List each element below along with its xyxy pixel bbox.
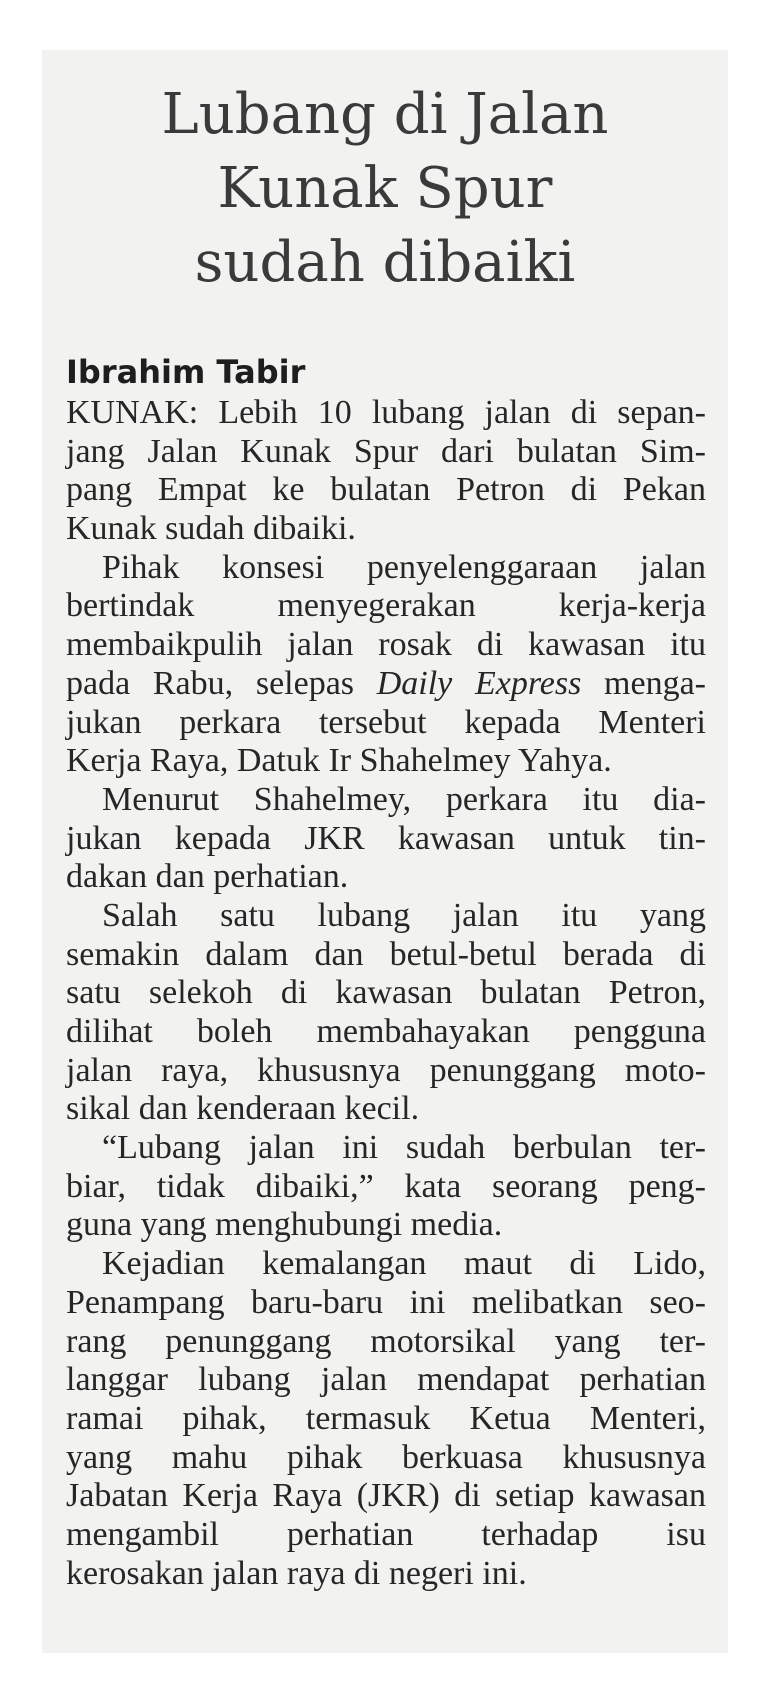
headline-line: Kunak Spur	[217, 156, 553, 221]
paragraph	[66, 1129, 706, 1245]
body-line: Menurut Shahelmey, perkara itu dia-	[102, 780, 706, 818]
paragraph	[66, 549, 706, 781]
body-line: dakan dan perhatian.	[66, 858, 349, 896]
body-line: jukan kepada JKR kawasan untuk tin-	[66, 819, 706, 857]
body-line: Kunak sudah dibaiki.	[66, 510, 356, 548]
body-line: dilihat boleh membahayakan pengguna	[66, 1013, 706, 1050]
body-line: bertindak menyegerakan kerja-kerja	[66, 587, 706, 625]
paragraph	[66, 897, 706, 1129]
body-line: KUNAK: Lebih 10 lubang jalan di sepan-	[66, 394, 706, 431]
body-line: semakin dalam dan betul-betul berada di	[66, 935, 706, 973]
body-line: “Lubang jalan ini sudah berbulan ter-	[102, 1129, 706, 1167]
body-line: Salah satu lubang jalan itu yang	[102, 896, 706, 934]
body-line: satu selekoh di kawasan bulatan Petron,	[66, 974, 706, 1012]
body-line	[66, 665, 706, 704]
body-line: jang Jalan Kunak Spur dari bulatan Sim-	[66, 432, 706, 470]
headline-line: Lubang di Jalan	[161, 82, 609, 147]
body-line: rang penunggang motorsikal yang ter-	[66, 1322, 706, 1360]
body-line: langgar lubang jalan mendapat perhatian	[66, 1361, 706, 1399]
body-line: Kejadian kemalangan maut di Lido,	[102, 1245, 706, 1283]
body-line: sikal dan kenderaan kecil.	[66, 1090, 420, 1128]
body-line: Penampang baru-baru ini melibatkan seo-	[66, 1283, 706, 1321]
author-byline: Ibrahim Tabir	[66, 353, 306, 391]
body-line: pang Empat ke bulatan Petron di Pekan	[66, 471, 706, 509]
article-body	[66, 394, 706, 1593]
article-headline	[42, 78, 728, 300]
body-line: kerosakan jalan raya di negeri ini.	[66, 1554, 527, 1592]
body-line: Jabatan Kerja Raya (JKR) di setiap kawasan	[66, 1477, 706, 1515]
body-line: jukan perkara tersebut kepada Menteri	[66, 703, 706, 741]
body-line: biar, tidak dibaiki,” kata seorang peng-	[66, 1167, 706, 1205]
headline-line: sudah dibaiki	[194, 230, 576, 295]
body-line: Pihak konsesi penyelenggaraan jalan	[102, 548, 706, 586]
body-line: guna yang menghubungi media.	[66, 1206, 503, 1244]
body-text: menga-	[581, 664, 707, 702]
publication-name: Daily Express	[376, 664, 582, 702]
paragraph	[66, 394, 706, 549]
body-line: mengambil perhatian terhadap isu	[66, 1515, 706, 1553]
paragraph	[66, 1245, 706, 1593]
body-line: jalan raya, khususnya penunggang moto-	[66, 1051, 706, 1089]
body-line: Kerja Raya, Datuk Ir Shahelmey Yahya.	[66, 742, 612, 780]
body-line: yang mahu pihak berkuasa khususnya	[66, 1438, 706, 1476]
paragraph	[66, 781, 706, 897]
body-text: pada Rabu, selepas	[66, 664, 377, 702]
body-line: ramai pihak, termasuk Ketua Menteri,	[66, 1399, 706, 1437]
body-line: membaikpulih jalan rosak di kawasan itu	[66, 626, 706, 664]
